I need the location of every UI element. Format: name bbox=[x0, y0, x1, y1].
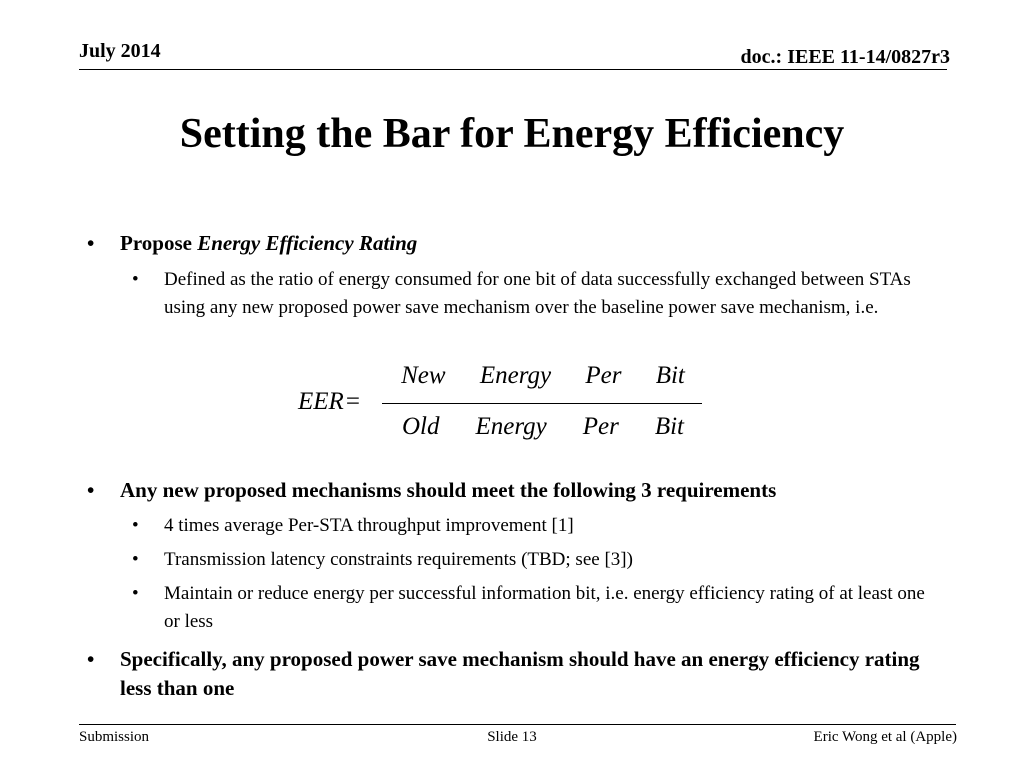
footer-slide-number: Slide 13 bbox=[487, 729, 537, 745]
bullet-propose-eer bbox=[87, 229, 950, 258]
fraction-bar bbox=[382, 403, 702, 404]
header-divider bbox=[79, 69, 947, 70]
bullet-marker: • bbox=[132, 549, 139, 570]
sub-bullet-throughput bbox=[132, 512, 944, 540]
header-doc-id: doc.: IEEE 11-14/0827r3 bbox=[740, 46, 950, 68]
bullet-marker: • bbox=[87, 231, 95, 255]
sub-bullet-text: Maintain or reduce energy per successful information bit, i.e. energy efficiency rating of at least one or less bbox=[164, 583, 925, 632]
slide-title: Setting the Bar for Energy Efficiency bbox=[179, 111, 845, 157]
bullet-prefix: Propose bbox=[120, 231, 198, 255]
numerator-term: New bbox=[401, 362, 446, 389]
sub-bullet-latency bbox=[132, 546, 944, 574]
header-date: July 2014 bbox=[79, 40, 161, 62]
sub-bullet-text: Transmission latency constraints requirements (TBD; see [3]) bbox=[164, 549, 633, 570]
denominator-term: Old bbox=[401, 413, 440, 440]
formula-denominator bbox=[384, 413, 702, 441]
bullet-emphasis: Energy Efficiency Rating bbox=[197, 231, 418, 255]
numerator-term: Bit bbox=[655, 362, 685, 389]
formula-equals: = bbox=[345, 388, 360, 415]
footer-submission: Submission bbox=[79, 729, 150, 745]
formula-lhs bbox=[298, 388, 360, 416]
bullet-marker: • bbox=[132, 583, 139, 604]
denominator-term: Bit bbox=[654, 413, 684, 440]
bullet-marker: • bbox=[87, 478, 95, 502]
numerator-term: Energy bbox=[479, 362, 552, 389]
bullet-marker: • bbox=[132, 515, 139, 536]
bullet-requirements bbox=[87, 476, 950, 505]
formula-lhs-symbol: EER bbox=[298, 388, 344, 415]
sub-bullet-text: 4 times average Per-STA throughput improvement [1] bbox=[164, 515, 574, 536]
numerator-term: Per bbox=[585, 362, 622, 389]
bullet-text: Any new proposed mechanisms should meet the following 3 requirements bbox=[120, 478, 777, 502]
sub-bullet-energy bbox=[132, 580, 944, 635]
bullet-conclusion bbox=[87, 645, 950, 703]
denominator-term: Per bbox=[582, 413, 619, 440]
footer-author: Eric Wong et al (Apple) bbox=[813, 729, 957, 745]
bullet-marker: • bbox=[87, 647, 95, 671]
formula-numerator bbox=[384, 362, 702, 390]
sub-bullet-text: Defined as the ratio of energy consumed for one bit of data successfully exchanged between STAs using any new proposed power save mechanism over the baseline power save mechanism, i.e. bbox=[164, 269, 911, 318]
sub-bullet-definition bbox=[132, 266, 944, 321]
denominator-term: Energy bbox=[475, 413, 547, 440]
footer-divider bbox=[79, 724, 956, 725]
bullet-text: Specifically, any proposed power save mechanism should have an energy efficiency rating less than one bbox=[120, 647, 920, 700]
bullet-marker: • bbox=[132, 269, 139, 290]
